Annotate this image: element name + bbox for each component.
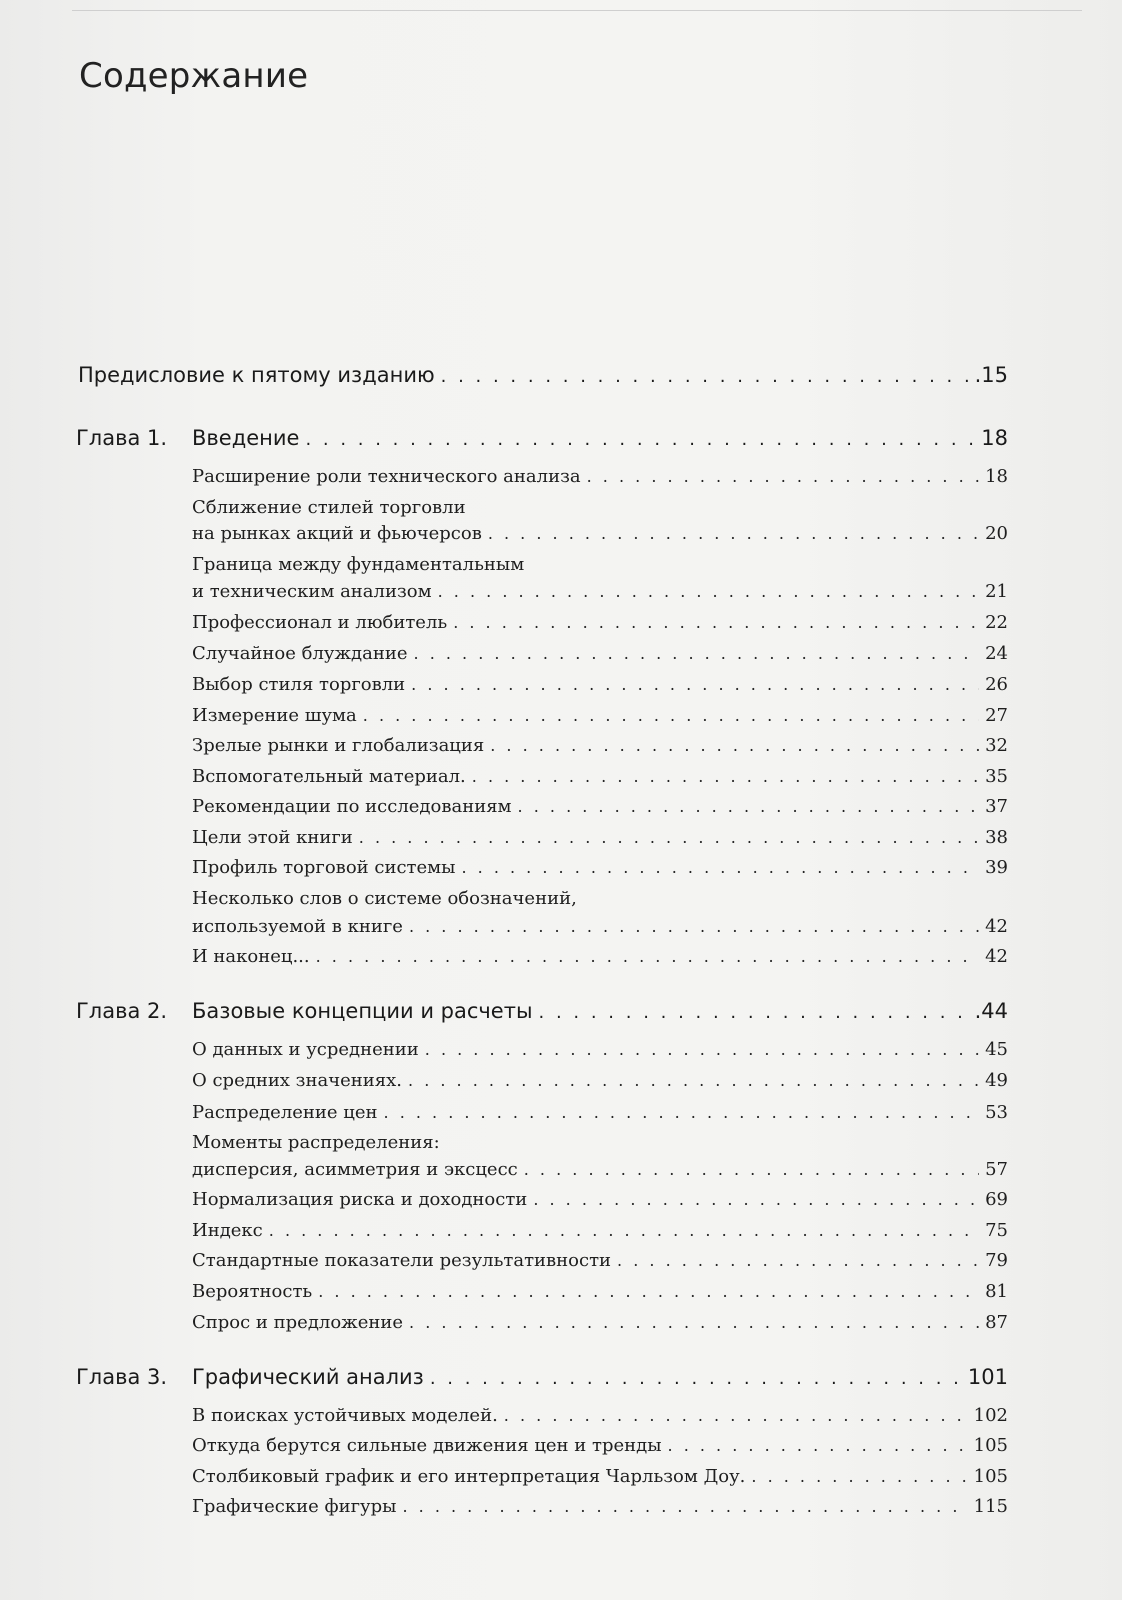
- dot-leader: [318, 1276, 979, 1307]
- toc-item-title: Распределение цен: [192, 1102, 378, 1123]
- toc-item-title: Сближение стилей торговли: [192, 497, 466, 518]
- dot-leader: [359, 822, 979, 853]
- toc-item-page: 102: [973, 1405, 1008, 1426]
- toc-item-title: Расширение роли технического анализа: [192, 466, 581, 487]
- toc-item-title: Графические фигуры: [192, 1496, 397, 1517]
- chapter-page: 101: [967, 1365, 1008, 1389]
- dot-leader: [409, 1307, 979, 1338]
- toc-item-page: 115: [973, 1496, 1008, 1517]
- dot-leader: [587, 461, 979, 492]
- dot-leader: [402, 1491, 967, 1522]
- toc-item-title: Нормализация риска и доходности: [192, 1189, 528, 1210]
- toc-item-page: 42: [985, 946, 1008, 967]
- toc-preface-page: .15: [974, 363, 1008, 387]
- toc-item-title: Столбиковый график и его интерпретация Чарльзом Доу.: [192, 1466, 746, 1487]
- toc-item-title: Цели этой книги: [192, 827, 353, 848]
- toc-item-page: 105: [973, 1466, 1008, 1487]
- toc-item-page: 32: [985, 735, 1008, 756]
- dot-leader: [472, 761, 979, 792]
- chapter-title: Графический анализ: [192, 1365, 424, 1389]
- toc-item-page: 26: [985, 674, 1008, 695]
- dot-leader: [524, 1154, 979, 1185]
- dot-leader: [518, 791, 980, 822]
- dot-leader: [461, 852, 979, 883]
- toc-item-title: Индекс: [192, 1220, 263, 1241]
- dot-leader: [533, 1184, 979, 1215]
- chapter-title: Введение: [192, 426, 300, 450]
- toc-item-title: и техническим анализом: [192, 581, 432, 602]
- toc-item-title: Профессионал и любитель: [192, 612, 448, 633]
- toc-item-title: Откуда берутся сильные движения цен и тренды: [192, 1435, 662, 1456]
- dot-leader: [269, 1215, 979, 1246]
- toc-item-title: В поисках устойчивых моделей.: [192, 1405, 498, 1426]
- toc-item-page: 22: [985, 612, 1008, 633]
- dot-leader: [490, 730, 979, 761]
- toc-item-page: 39: [985, 857, 1008, 878]
- toc-item-page: 87: [985, 1312, 1008, 1333]
- toc-item-title: Несколько слов о системе обозначений,: [192, 888, 577, 909]
- dot-leader: [751, 1461, 967, 1492]
- chapter-label: Глава 3.: [76, 1365, 168, 1389]
- toc-item-page: 18: [985, 466, 1008, 487]
- dot-leader: [617, 1245, 979, 1276]
- toc-item-page: 81: [985, 1281, 1008, 1302]
- dot-leader: [408, 1065, 979, 1096]
- toc-item-page: 20: [985, 523, 1008, 544]
- dot-leader: [504, 1400, 968, 1431]
- toc-item-page: 45: [985, 1039, 1008, 1060]
- toc-item-page: 42: [985, 916, 1008, 937]
- toc-preface-title: Предисловие к пятому изданию: [78, 363, 435, 387]
- toc-item-title: дисперсия, асимметрия и эксцесс: [192, 1159, 518, 1180]
- dot-leader: [414, 638, 980, 669]
- toc-item-page: 27: [985, 705, 1008, 726]
- dot-leader: [409, 911, 979, 942]
- toc-item-page: 35: [985, 766, 1008, 787]
- toc-item-page: 53: [985, 1102, 1008, 1123]
- dot-leader: [316, 941, 979, 972]
- chapter-label: Глава 1.: [76, 426, 168, 450]
- toc-item-title: О средних значениях.: [192, 1070, 403, 1091]
- toc-item-title: Вероятность: [192, 1281, 313, 1302]
- toc-item-title: Вспомогательный материал.: [192, 766, 466, 787]
- toc-item-page: 49: [985, 1070, 1008, 1091]
- dot-leader: [363, 700, 979, 731]
- dot-leader: [430, 1362, 962, 1396]
- toc-item-title: Выбор стиля торговли: [192, 674, 406, 695]
- page-title: Содержание: [79, 56, 309, 96]
- dot-leader: [488, 518, 979, 549]
- dot-leader: [539, 996, 969, 1030]
- toc-item-page: 105: [973, 1435, 1008, 1456]
- toc-item-page: 69: [985, 1189, 1008, 1210]
- dot-leader: [425, 1034, 979, 1065]
- chapter-title: Базовые концепции и расчеты: [192, 999, 533, 1023]
- dot-leader: [441, 360, 969, 394]
- toc-item-title: Профиль торговой системы: [192, 857, 456, 878]
- toc-item-title: Случайное блуждание: [192, 643, 408, 664]
- chapter-label: Глава 2.: [76, 999, 168, 1023]
- toc-item-title: И наконец...: [192, 946, 310, 967]
- toc-item-page: 38: [985, 827, 1008, 848]
- toc-item-title: Граница между фундаментальным: [192, 554, 525, 575]
- toc-item-title: используемой в книге: [192, 916, 403, 937]
- toc-item-title: Стандартные показатели результативности: [192, 1250, 612, 1271]
- toc-item-title: О данных и усреднении: [192, 1039, 419, 1060]
- dot-leader: [438, 576, 979, 607]
- toc-item-page: 24: [985, 643, 1008, 664]
- chapter-page: .44: [974, 999, 1008, 1023]
- toc-item-title: Зрелые рынки и глобализация: [192, 735, 485, 756]
- dot-leader: [384, 1097, 980, 1128]
- toc-item-page: 75: [985, 1220, 1008, 1241]
- dot-leader: [453, 607, 979, 638]
- toc-item-page: 57: [985, 1159, 1008, 1180]
- chapter-page: 18: [981, 426, 1008, 450]
- toc-item-page: 79: [985, 1250, 1008, 1271]
- toc-item-title: на рынках акций и фьючерсов: [192, 523, 482, 544]
- toc-item-title: Рекомендации по исследованиям: [192, 796, 512, 817]
- dot-leader: [411, 669, 979, 700]
- dot-leader: [305, 423, 975, 457]
- header-rule: [72, 10, 1082, 11]
- toc-item-title: Измерение шума: [192, 705, 357, 726]
- toc-item-title: Моменты распределения:: [192, 1132, 440, 1153]
- toc-item-title: Спрос и предложение: [192, 1312, 404, 1333]
- toc-item-page: 37: [985, 796, 1008, 817]
- toc-item-page: 21: [985, 581, 1008, 602]
- dot-leader: [668, 1430, 968, 1461]
